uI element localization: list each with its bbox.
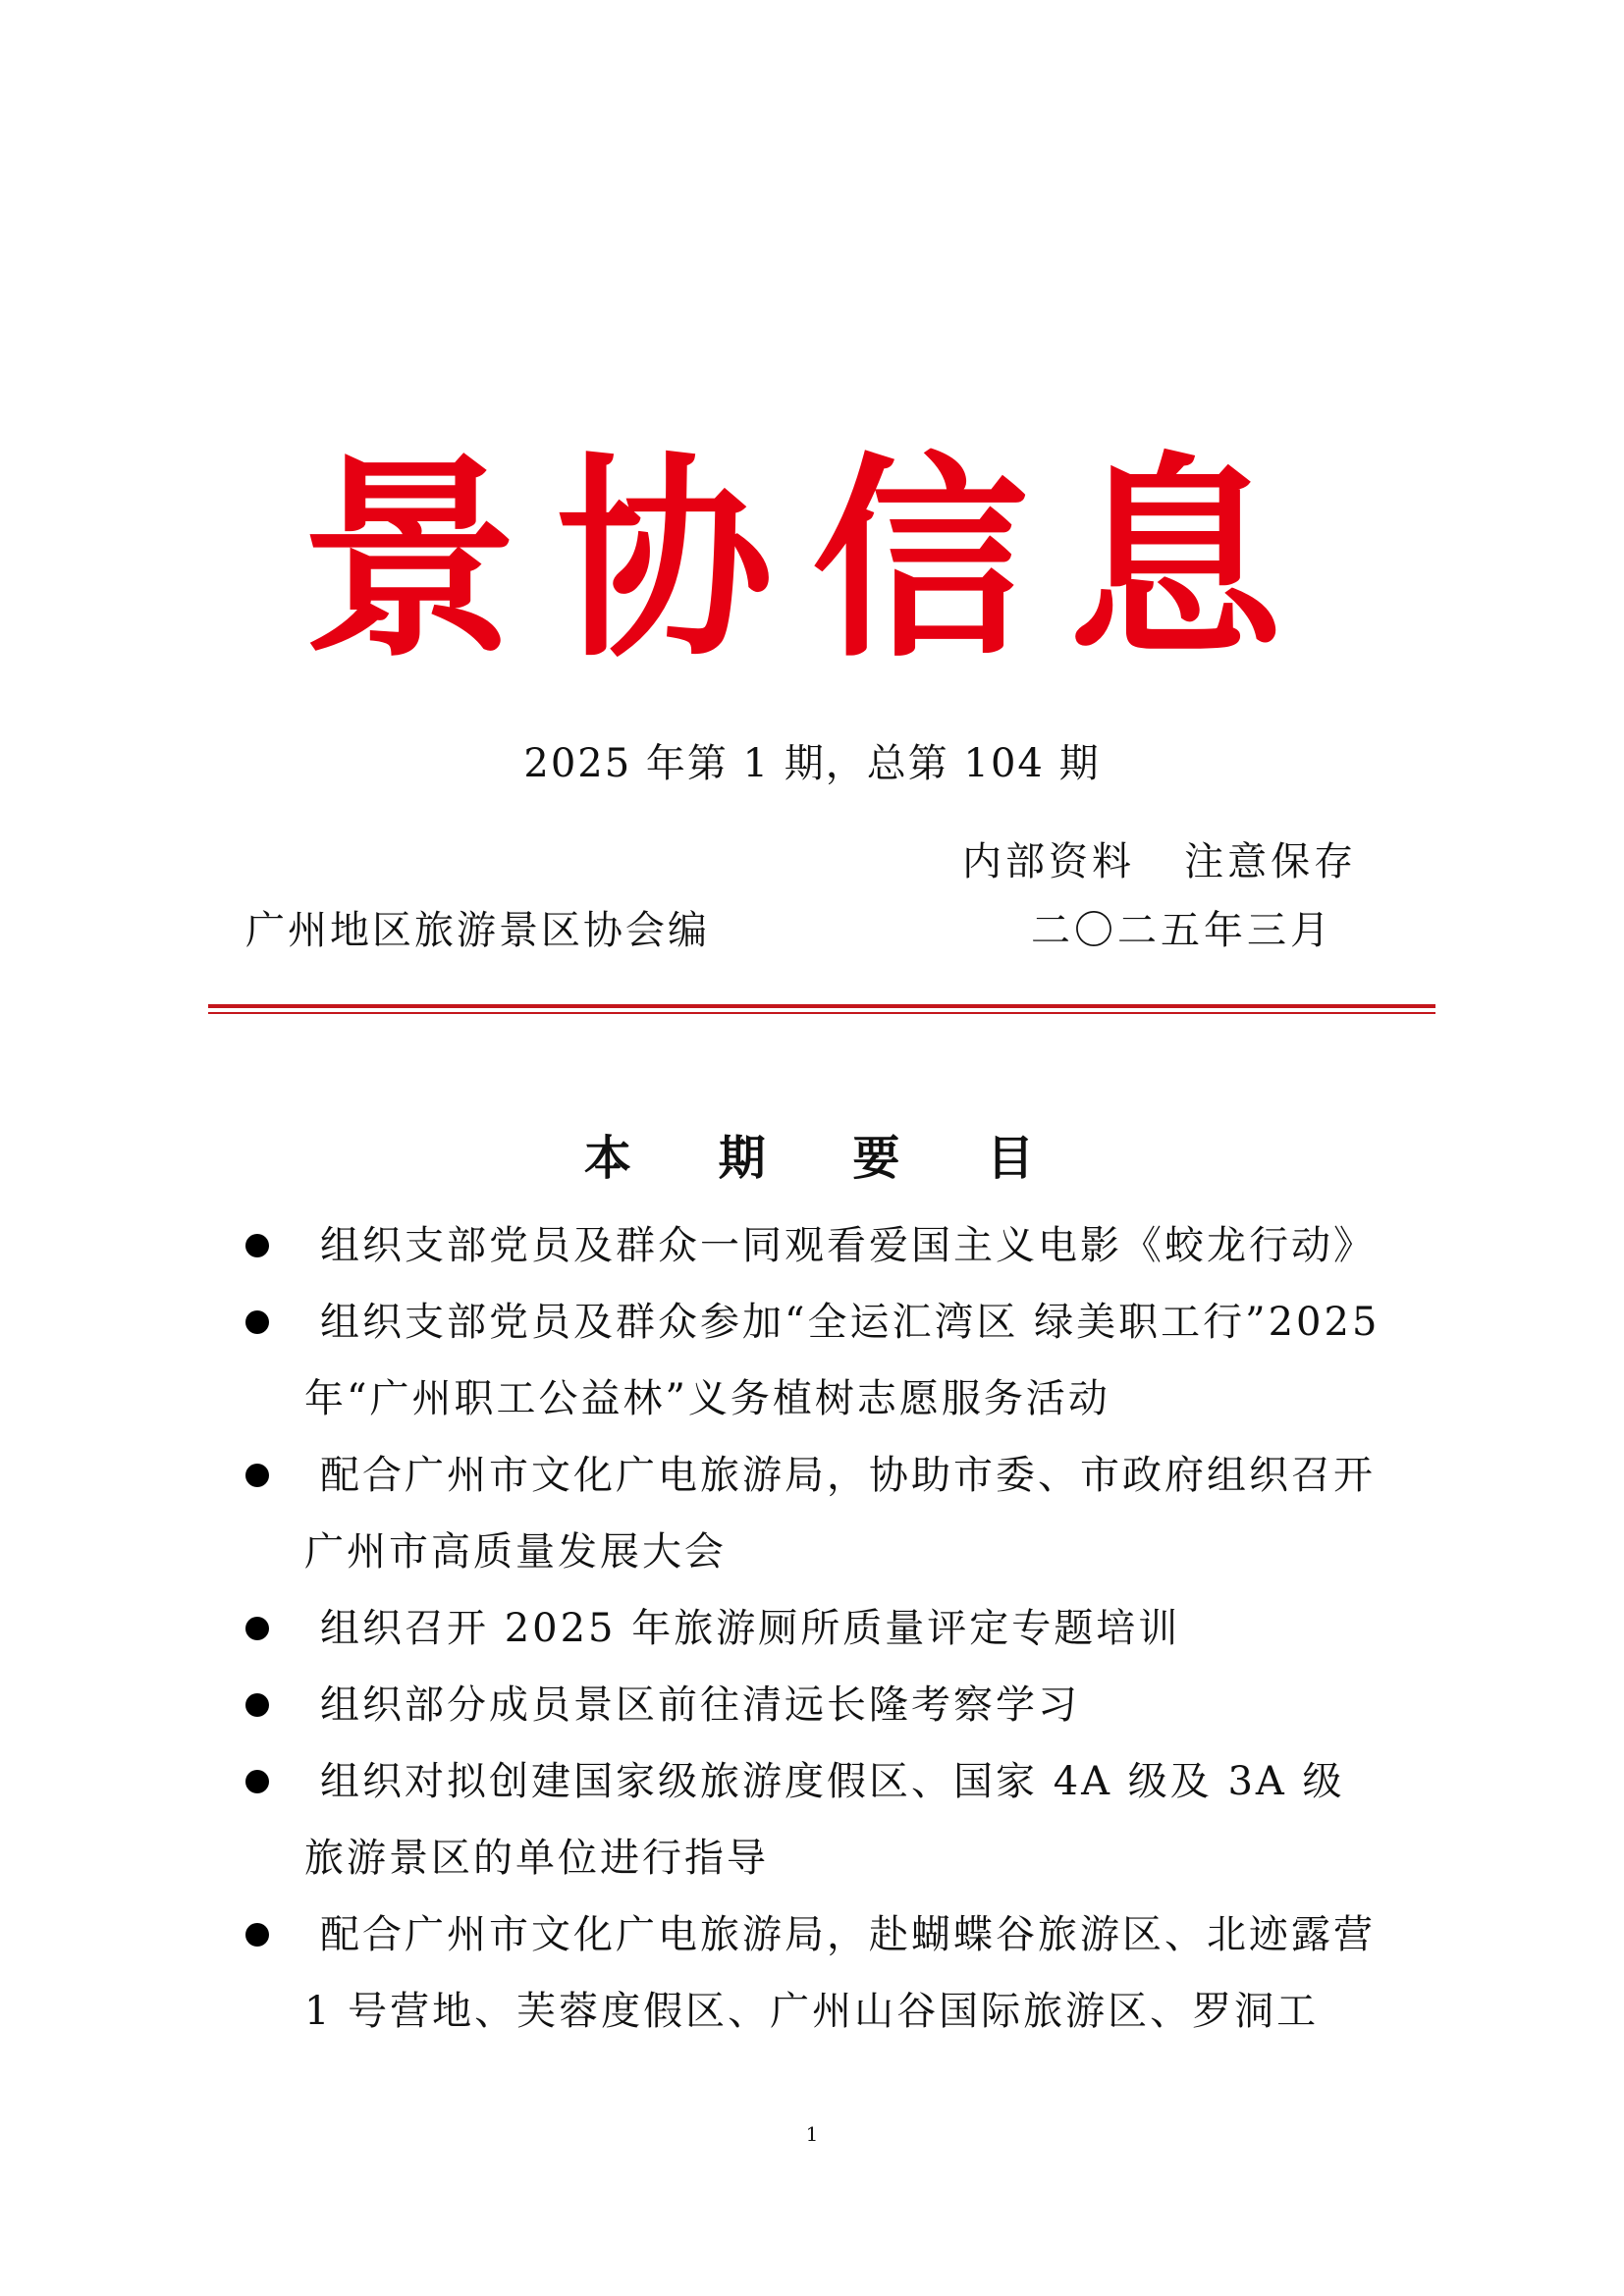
toc-item (245, 1437, 1384, 1590)
header-divider-thin (208, 1012, 1435, 1014)
toc-item (245, 1667, 1384, 1743)
toc-item (245, 1743, 1384, 1896)
masthead-title: 景协信息 (300, 432, 1323, 686)
toc-item-text: 组织支部党员及群众参加“全运汇湾区 绿美职工行”2025 年“广州职工公益林”义务植树志愿服务活动 (304, 1300, 1380, 1421)
toc-list (245, 1207, 1384, 2050)
toc-title: 本 期 要 目 (583, 1131, 1070, 1186)
toc-item-text: 组织对拟创建国家级旅游度假区、国家 4A 级及 3A 级旅游景区的单位进行指导 (304, 1759, 1345, 1881)
toc-item-text: 组织支部党员及群众一同观看爱国主义电影《蛟龙行动》 (320, 1223, 1376, 1268)
toc-item-text: 配合广州市文化广电旅游局，协助市委、市政府组织召开广州市高质量发展大会 (304, 1453, 1376, 1575)
bullet-dot-icon (245, 1234, 269, 1257)
bullet-dot-icon (245, 1310, 269, 1334)
header-divider-thick (208, 1004, 1435, 1008)
editor-organization: 广州地区旅游景区协会编 (245, 908, 710, 953)
toc-item-text: 组织召开 2025 年旅游厕所质量评定专题培训 (320, 1606, 1181, 1651)
bullet-dot-icon (245, 1923, 269, 1947)
toc-item (245, 1284, 1384, 1437)
toc-item (245, 1590, 1384, 1667)
bullet-dot-icon (245, 1617, 269, 1640)
toc-item-text: 配合广州市文化广电旅游局，赴蝴蝶谷旅游区、北迹露营 1 号营地、芙蓉度假区、广州山谷国际旅游区、罗洞工 (304, 1912, 1376, 2034)
publication-date: 二〇二五年三月 (1031, 908, 1333, 953)
toc-item (245, 1207, 1384, 1284)
bullet-dot-icon (245, 1693, 269, 1717)
bullet-dot-icon (245, 1464, 269, 1487)
page-number: 1 (805, 2122, 819, 2146)
toc-item-text: 组织部分成员景区前往清远长隆考察学习 (320, 1682, 1080, 1728)
internal-note: 内部资料 注意保存 (962, 839, 1358, 884)
bullet-dot-icon (245, 1770, 269, 1793)
issue-number: 2025 年第 1 期，总第 104 期 (523, 741, 1101, 786)
toc-item (245, 1896, 1384, 2050)
